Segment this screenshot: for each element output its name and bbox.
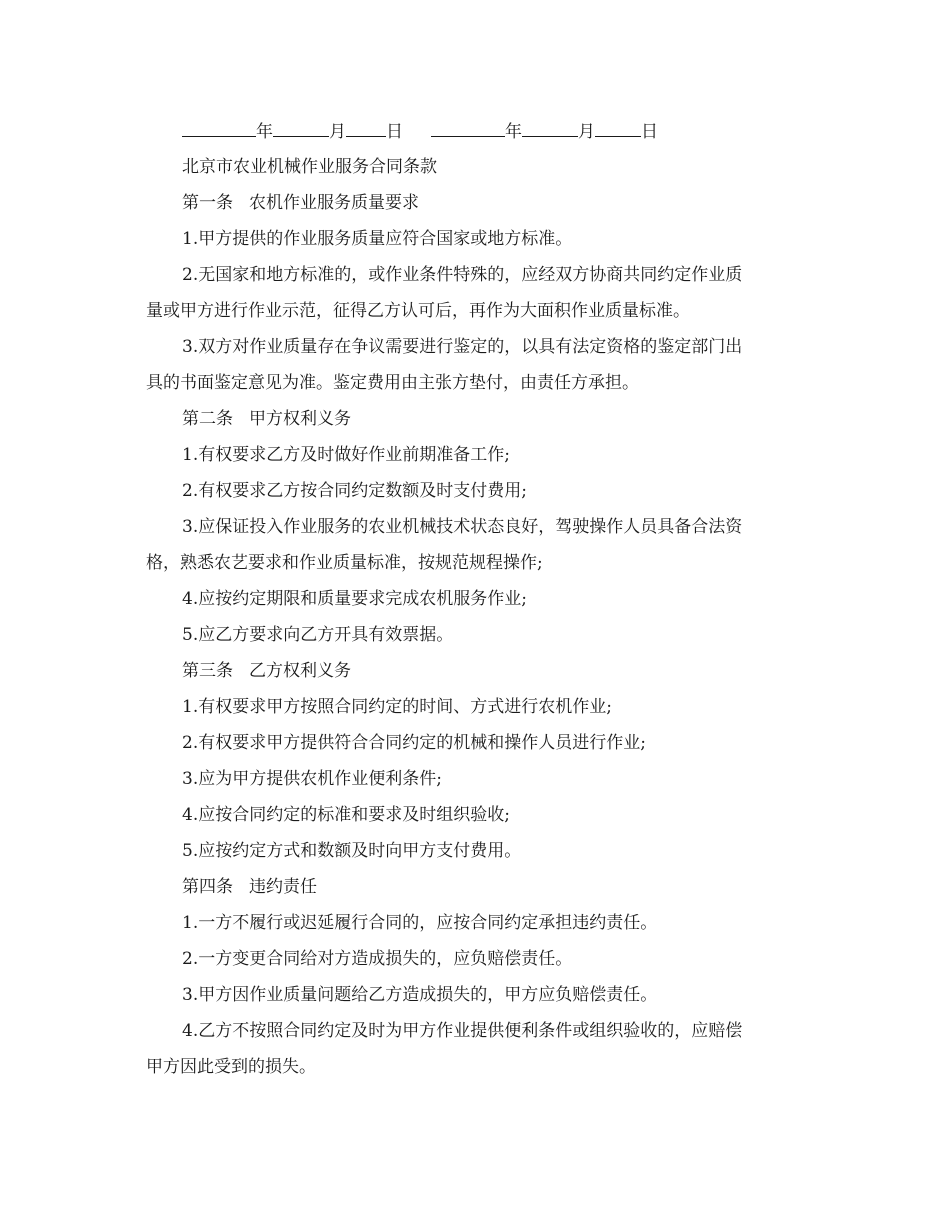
clause-line: 1.甲方提供的作业服务质量应符合国家或地方标准。	[182, 229, 573, 249]
clause-line: 4.应按约定期限和质量要求完成农机服务作业;	[182, 589, 527, 609]
clause-line: 3.双方对作业质量存在争议需要进行鉴定的，以具有法定资格的鉴定部门出	[182, 337, 743, 357]
clause-line: 1.一方不履行或迟延履行合同的，应按合同约定承担违约责任。	[182, 913, 658, 933]
month-blank-1	[273, 118, 329, 137]
article-title: 甲方权利义务	[249, 409, 351, 429]
document-content	[146, 118, 806, 1090]
signature-date-line	[146, 118, 806, 154]
month-label-1: 月	[329, 122, 346, 142]
year-label-1: 年	[256, 122, 273, 142]
month-label-2: 月	[578, 122, 595, 142]
article-title: 乙方权利义务	[249, 661, 351, 681]
article-heading	[146, 874, 806, 910]
article-number: 第四条	[182, 877, 233, 897]
clause-line-continued: 具的书面鉴定意见为准。鉴定费用由主张方垫付，由责任方承担。	[146, 373, 639, 393]
clause-line: 5.应乙方要求向乙方开具有效票据。	[182, 625, 454, 645]
article-number: 第三条	[182, 661, 233, 681]
clause-line: 1.有权要求乙方及时做好作业前期准备工作;	[182, 445, 510, 465]
year-blank-1	[182, 118, 256, 137]
day-blank-2	[595, 118, 641, 137]
article-heading	[146, 406, 806, 442]
clause-line: 4.应按合同约定的标准和要求及时组织验收;	[182, 805, 510, 825]
article-number: 第一条	[182, 193, 233, 213]
article-title: 违约责任	[249, 877, 317, 897]
clause-line: 2.有权要求乙方按合同约定数额及时支付费用;	[182, 481, 527, 501]
clause-line-continued: 格，熟悉农艺要求和作业质量标准，按规范规程操作;	[146, 553, 543, 573]
year-label-2: 年	[505, 122, 522, 142]
day-blank-1	[346, 118, 386, 137]
article-heading	[146, 190, 806, 226]
clause-line-continued: 量或甲方进行作业示范，征得乙方认可后，再作为大面积作业质量标准。	[146, 301, 690, 321]
clause-line: 3.应为甲方提供农机作业便利条件;	[182, 769, 442, 789]
clause-line: 4.乙方不按照合同约定及时为甲方作业提供便利条件或组织验收的，应赔偿	[182, 1021, 743, 1041]
article-title: 农机作业服务质量要求	[249, 193, 419, 213]
clause-line-continued: 甲方因此受到的损失。	[146, 1057, 316, 1077]
clause-line: 2.无国家和地方标准的，或作业条件特殊的，应经双方协商共同约定作业质	[182, 265, 743, 285]
clause-line: 3.甲方因作业质量问题给乙方造成损失的，甲方应负赔偿责任。	[182, 985, 658, 1005]
clause-line: 1.有权要求甲方按照合同约定的时间、方式进行农机作业;	[182, 697, 612, 717]
clause-line: 5.应按约定方式和数额及时向甲方支付费用。	[182, 841, 522, 861]
clause-line: 2.有权要求甲方提供符合合同约定的机械和操作人员进行作业;	[182, 733, 646, 753]
article-heading	[146, 658, 806, 694]
document-title: 北京市农业机械作业服务合同条款	[182, 157, 437, 177]
article-number: 第二条	[182, 409, 233, 429]
clause-line: 3.应保证投入作业服务的农业机械技术状态良好，驾驶操作人员具备合法资	[182, 517, 743, 537]
year-blank-2	[431, 118, 505, 137]
day-label-2: 日	[641, 122, 658, 142]
clause-line: 2.一方变更合同给对方造成损失的，应负赔偿责任。	[182, 949, 573, 969]
day-label-1: 日	[386, 122, 403, 142]
month-blank-2	[522, 118, 578, 137]
